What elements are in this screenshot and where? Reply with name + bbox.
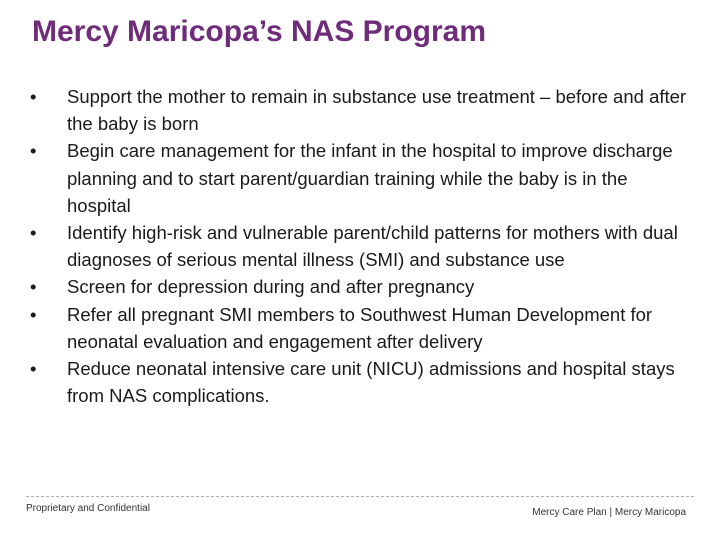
bullet-item	[30, 137, 690, 219]
slide-title: Mercy Maricopa’s NAS Program	[32, 15, 487, 48]
bullet-text: Refer all pregnant SMI members to Southwest Human Development for neonatal evaluation and engagement after delivery	[67, 303, 653, 352]
bullet-marker: •	[30, 276, 37, 298]
bullet-marker: •	[30, 358, 37, 380]
bullet-text: Screen for depression during and after pregnancy	[67, 276, 475, 298]
bullet-text: Identify high-risk and vulnerable parent/child patterns for mothers with dual diagnoses of serious mental illness (SMI) and substance use	[67, 222, 678, 271]
bullet-marker: •	[30, 86, 37, 107]
footer-divider	[26, 496, 694, 497]
bullet-list	[30, 83, 690, 409]
bullet-text: Reduce neonatal intensive care unit (NICU) admissions and hospital stays from NAS complications.	[67, 358, 675, 407]
bullet-marker: •	[30, 140, 37, 162]
bullet-item	[30, 83, 690, 137]
bullet-item	[30, 301, 690, 355]
footer-brand: Mercy Care Plan | Mercy Maricopa	[532, 507, 686, 518]
bullet-item	[30, 355, 690, 409]
bullet-text: Support the mother to remain in substance use treatment – before and after the baby is born	[67, 86, 687, 135]
bullet-item	[30, 273, 690, 300]
bullet-marker: •	[30, 222, 37, 244]
bullet-item	[30, 219, 690, 273]
bullet-marker: •	[30, 303, 37, 325]
footer-confidential: Proprietary and Confidential	[26, 503, 150, 514]
bullet-text: Begin care management for the infant in the hospital to improve discharge planning and to start parent/guardian training while the baby is in the hospital	[67, 140, 673, 216]
